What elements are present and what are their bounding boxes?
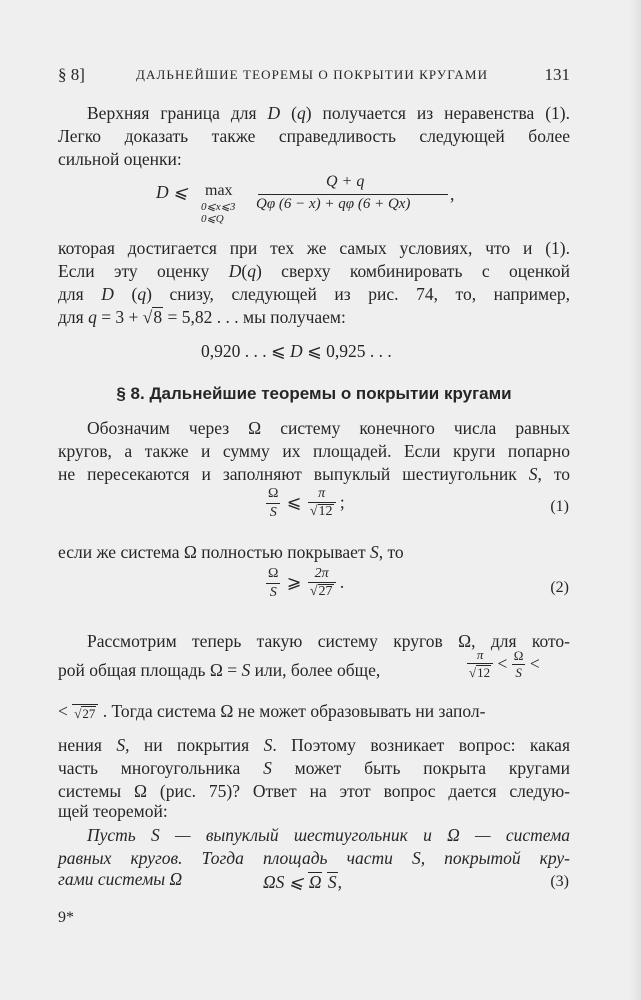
header-running-title: ДАЛЬНЕЙШИЕ ТЕОРЕМЫ О ПОКРЫТИИ КРУГАМИ xyxy=(136,67,489,82)
para5-line6: системы Ω (рис. 75)? Ответ на этот вопрос дается следую- xyxy=(58,781,570,801)
equation-2-label: (2) xyxy=(550,579,569,596)
para1-line3: сильной оценки: xyxy=(58,149,182,169)
para2-line2: Если эту оценку D(q) сверху комбинировать с оценкой xyxy=(58,261,570,281)
para5-line3: < √27 . Тогда система Ω не может образовывать ни запол- xyxy=(58,701,486,722)
para3-line3: не пересекаются и заполняют выпуклый шестиугольник S, то xyxy=(58,464,570,484)
printer-signature: 9* xyxy=(58,909,74,926)
para5-line1: Рассмотрим теперь такую систему кругов Ω, для кото- xyxy=(87,631,570,651)
para1-line2: Легко доказать также справедливость следующей более xyxy=(58,126,570,146)
theorem-line1: Пусть S — выпуклый шестиугольник и Ω — система xyxy=(87,825,570,845)
para2-line1: которая достигается при тех же самых условиях, что и (1). xyxy=(58,238,570,258)
inline-frac-omega-s: $\frac{\Omega}{S}$ xyxy=(513,647,524,680)
para5-inline-inequality: $\frac{\pi}{√12}$ < $\frac{\Omega}{S}$ < xyxy=(469,647,540,681)
para3-line2: кругов, а также и сумму их площадей. Если круги попарно xyxy=(58,441,570,461)
para5-line5: часть многоугольника S может быть покрыта кругами xyxy=(58,758,570,778)
eq1-lhs-fraction: $\frac{\Omega}{S}$ xyxy=(268,486,279,520)
para4-line1: если же система Ω полностью покрывает S, то xyxy=(58,542,404,562)
equation-3: ΩS ⩽ Ω S, xyxy=(263,872,342,892)
theorem-line3: гами системы Ω xyxy=(58,869,183,889)
equation-1-label: (1) xyxy=(550,498,569,515)
header-section-ref: § 8] xyxy=(58,65,85,84)
page-edge-shadow xyxy=(629,0,641,1000)
formula-bounds: 0,920 . . . ⩽ D ⩽ 0,925 . . . xyxy=(201,341,392,361)
para2-line3: для D (q) снизу, следующей из рис. 74, то, например, xyxy=(58,284,571,304)
para5-line4: нения S, ни покрытия S. Поэтому возникает вопрос: какая xyxy=(58,735,570,755)
theorem-line2: равных кругов. Тогда площадь части S, покрытой кру- xyxy=(58,848,570,868)
eq2-rhs-fraction: $\frac{2\pi}{√27}$ xyxy=(308,566,336,600)
para5-line7: щей теоремой: xyxy=(58,801,168,821)
para3-line1: Обозначим через Ω систему конечного числа равных xyxy=(87,418,570,438)
section-heading: § 8. Дальнейшие теоремы о покрытии кругами xyxy=(116,384,512,403)
equation-3-label: (3) xyxy=(550,873,569,890)
para2-line4: для q = 3 + √8 = 5,82 . . . мы получаем: xyxy=(58,307,346,327)
para1-line1: Верхняя граница для D (q) получается из неравенства (1). xyxy=(87,103,570,123)
eq2-lhs-fraction: $\frac{\Omega}{S}$ xyxy=(268,566,279,600)
book-page: § 8] ДАЛЬНЕЙШИЕ ТЕОРЕМЫ О ПОКРЫТИИ КРУГАМИ 131 Верхняя граница для D (q) получается из неравенства (1). Легко доказать также справедливость следующей более сильной оценки: D ⩽ max 0⩽x⩽3 0⩽Q Q + q Qφ (6 − x) + qφ (6 + Qx) , которая достигается при тех же самых условиях, что и (1). Если эту оценку D(q) сверху комбинировать с оценкой для D (q) снизу, следующей из рис. 74, то, например, для q = 3 + √8 = 5,82 . . . мы получаем: 0,920 . . . ⩽ D ⩽ 0,925 . . . § 8. Дальнейшие теоремы о покрытии кругами Обозначим через Ω систему конечного числа равных кругов, а также и сумму их площадей. Если круги попарно не пересекаются и заполняют выпуклый шестиугольник S, то $\frac{\Omega}{S}$ ⩽ $\frac{\pi}{√12}$ ; (1) если же система Ω полностью покрывает S, то $\frac{\Omega}{S}$ ⩾ $\frac{2\pi}{√27}$ . (2) Рассмотрим теперь такую систему кругов Ω, для кото- рой общая площадь Ω = S или, более обще, $\frac{\pi}{√12}$ < $\frac{\Omega}{S}$ < < √27 . Тогда система Ω не может образовывать ни запол- нения S, ни покрытия S. Поэтому возникает вопрос: какая часть многоугольника S может быть покрыта кругами системы Ω (рис. 75)? Ответ на этот вопрос дается следую- щей теоремой: Пусть S — выпуклый шестиугольник и Ω — система равных кругов. Тогда площадь части S, покрытой кру- гами системы Ω ΩS ⩽ Ω S, (3) 9* xyxy=(0,0,641,1000)
equation-2: $\frac{\Omega}{S}$ ⩾ $\frac{2\pi}{√27}$ . xyxy=(268,566,345,600)
running-header xyxy=(58,64,570,88)
inline-frac-pi-root12: $\frac{\pi}{√12}$ xyxy=(467,648,493,681)
inline-frac-root27: √27 xyxy=(72,703,98,721)
page-number: 131 xyxy=(544,65,570,84)
equation-1: $\frac{\Omega}{S}$ ⩽ $\frac{\pi}{√12}$ ; xyxy=(268,486,345,520)
eq1-rhs-fraction: $\frac{\pi}{√12}$ xyxy=(308,486,336,520)
para5-line2: рой общая площадь Ω = S или, более обще, xyxy=(58,660,381,680)
